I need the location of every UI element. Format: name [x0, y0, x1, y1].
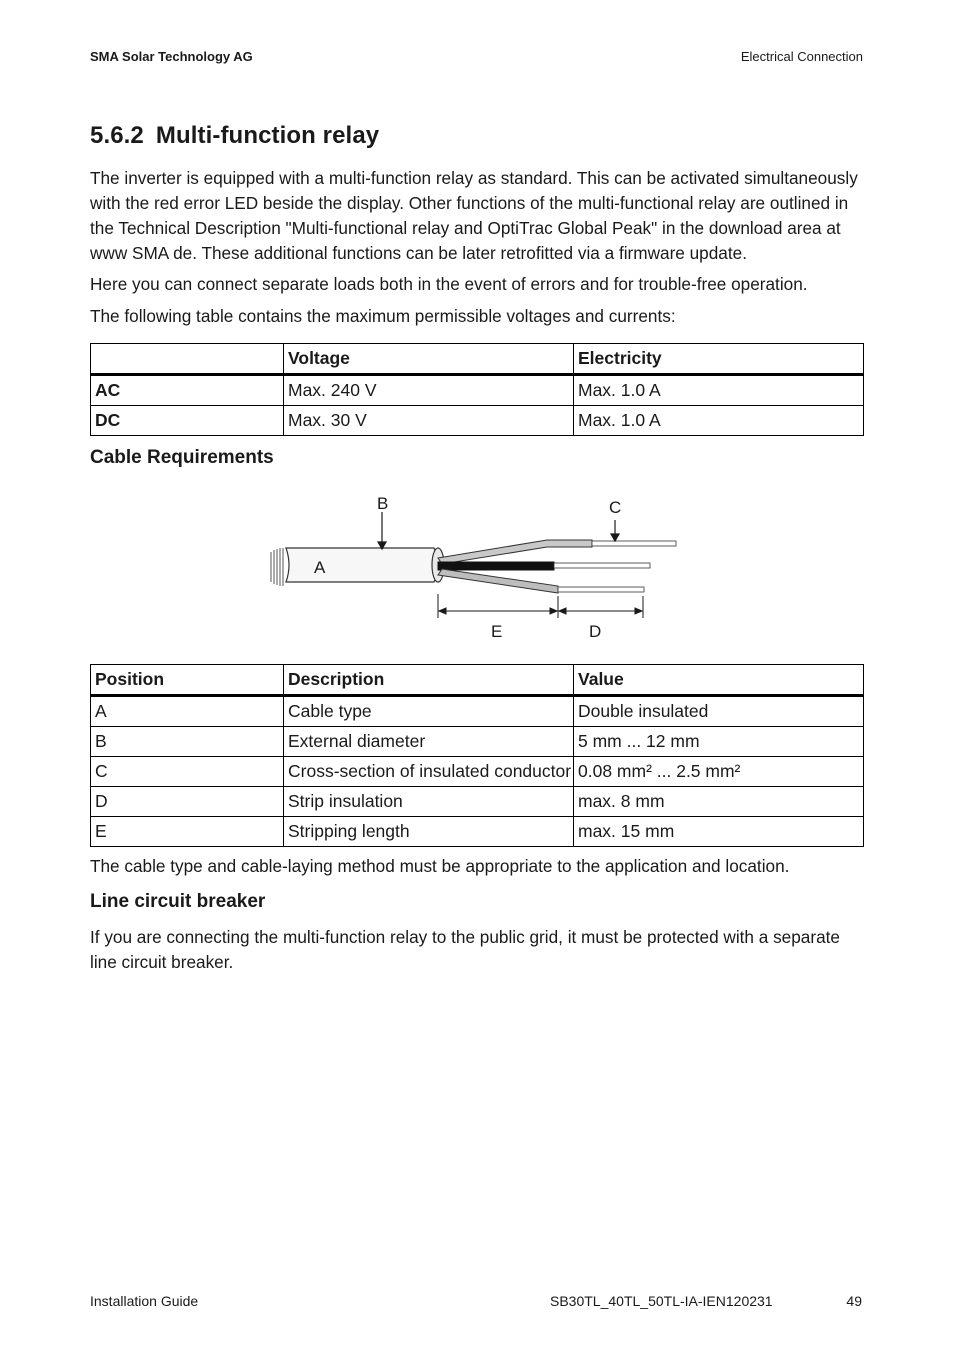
line-circuit-breaker-heading: Line circuit breaker: [90, 891, 266, 912]
table-cell: Max. 240 V: [284, 375, 574, 406]
footer-document-code: SB30TL_40TL_50TL-IA-IEN120231: [550, 1293, 773, 1309]
table-cell: Stripping length: [284, 817, 574, 847]
cable-note-paragraph: The cable type and cable-laying method must be appropriate to the application and location.: [90, 856, 790, 876]
diagram-label-e: E: [491, 622, 503, 641]
table-row: [91, 375, 864, 406]
cable-table-header: [91, 665, 864, 696]
table-cell: Strip insulation: [284, 787, 574, 817]
conductor-upper: [592, 541, 676, 546]
conductor-middle: [554, 563, 650, 568]
table-cell: D: [91, 787, 284, 817]
table-row: [91, 787, 864, 817]
cable-header-cell: Value: [574, 665, 864, 696]
cable-requirements-heading: Cable Requirements: [90, 447, 274, 468]
table-row: [91, 406, 864, 436]
voltage-header-cell: [91, 344, 284, 375]
page-number: 49: [846, 1293, 862, 1309]
voltage-table: [90, 343, 864, 436]
conductor-lower: [558, 587, 644, 592]
wire-middle: [438, 562, 554, 570]
wire-upper: [438, 540, 592, 564]
table-cell: Cable type: [284, 696, 574, 727]
diagram-label-d: D: [589, 622, 602, 641]
footer-document-type: Installation Guide: [90, 1293, 199, 1309]
pointer-c: [611, 520, 619, 541]
table-row: [91, 757, 864, 787]
table-cell: A: [91, 696, 284, 727]
table-cell: Max. 30 V: [284, 406, 574, 436]
voltage-header-cell: Voltage: [284, 344, 574, 375]
table-cell: C: [91, 757, 284, 787]
cable-sheath: [286, 548, 438, 582]
table-cell: Cross-section of insulated conductor: [284, 757, 574, 787]
table-cell: B: [91, 727, 284, 757]
table-cell: 0.08 mm² ... 2.5 mm²: [574, 757, 864, 787]
table-row: [91, 817, 864, 847]
table-cell: External diameter: [284, 727, 574, 757]
cable-end-ribs: [271, 548, 283, 586]
table-row: [91, 696, 864, 727]
diagram-label-b: B: [377, 494, 389, 513]
table-cell: Max. 1.0 A: [574, 375, 864, 406]
section-title-text: Multi-function relay: [155, 122, 380, 149]
wire-lower: [438, 569, 558, 593]
table-cell: E: [91, 817, 284, 847]
loads-paragraph: Here you can connect separate loads both in the event of errors and for trouble-free operation.: [90, 274, 808, 294]
table-intro-paragraph: The following table contains the maximum permissible voltages and currents:: [90, 306, 676, 326]
header-company: SMA Solar Technology AG: [90, 49, 253, 64]
intro-paragraph: The inverter is equipped with a multi-function relay as standard. This can be activated simultaneously with the red error LED beside the display. Other functions of the multi-functional relay are outlined in the Technical Description "Multi-functional relay and OptiTrac Global Peak" in the download area at www SMA de. These additional functions can be later retrofitted via a firmware update.: [90, 168, 858, 263]
table-cell: DC: [91, 406, 284, 436]
breaker-paragraph: If you are connecting the multi-function relay to the public grid, it must be protected with a separate line circuit breaker.: [90, 927, 840, 972]
section-title: [90, 122, 379, 150]
dimension-lines: [438, 594, 643, 618]
table-row: [91, 727, 864, 757]
table-cell: max. 15 mm: [574, 817, 864, 847]
section-number: 5.6.2: [90, 122, 144, 149]
table-cell: 5 mm ... 12 mm: [574, 727, 864, 757]
diagram-label-a: A: [314, 558, 326, 577]
table-cell: Max. 1.0 A: [574, 406, 864, 436]
table-cell: Double insulated: [574, 696, 864, 727]
cable-header-cell: Position: [91, 665, 284, 696]
voltage-table-header: [91, 344, 864, 375]
voltage-header-cell: Electricity: [574, 344, 864, 375]
cable-header-cell: Description: [284, 665, 574, 696]
cable-table: [90, 664, 864, 847]
diagram-label-c: C: [609, 498, 622, 517]
header-chapter: Electrical Connection: [740, 49, 863, 64]
table-cell: AC: [91, 375, 284, 406]
table-cell: max. 8 mm: [574, 787, 864, 817]
pointer-b: [378, 512, 386, 549]
cable-diagram: [262, 490, 692, 650]
